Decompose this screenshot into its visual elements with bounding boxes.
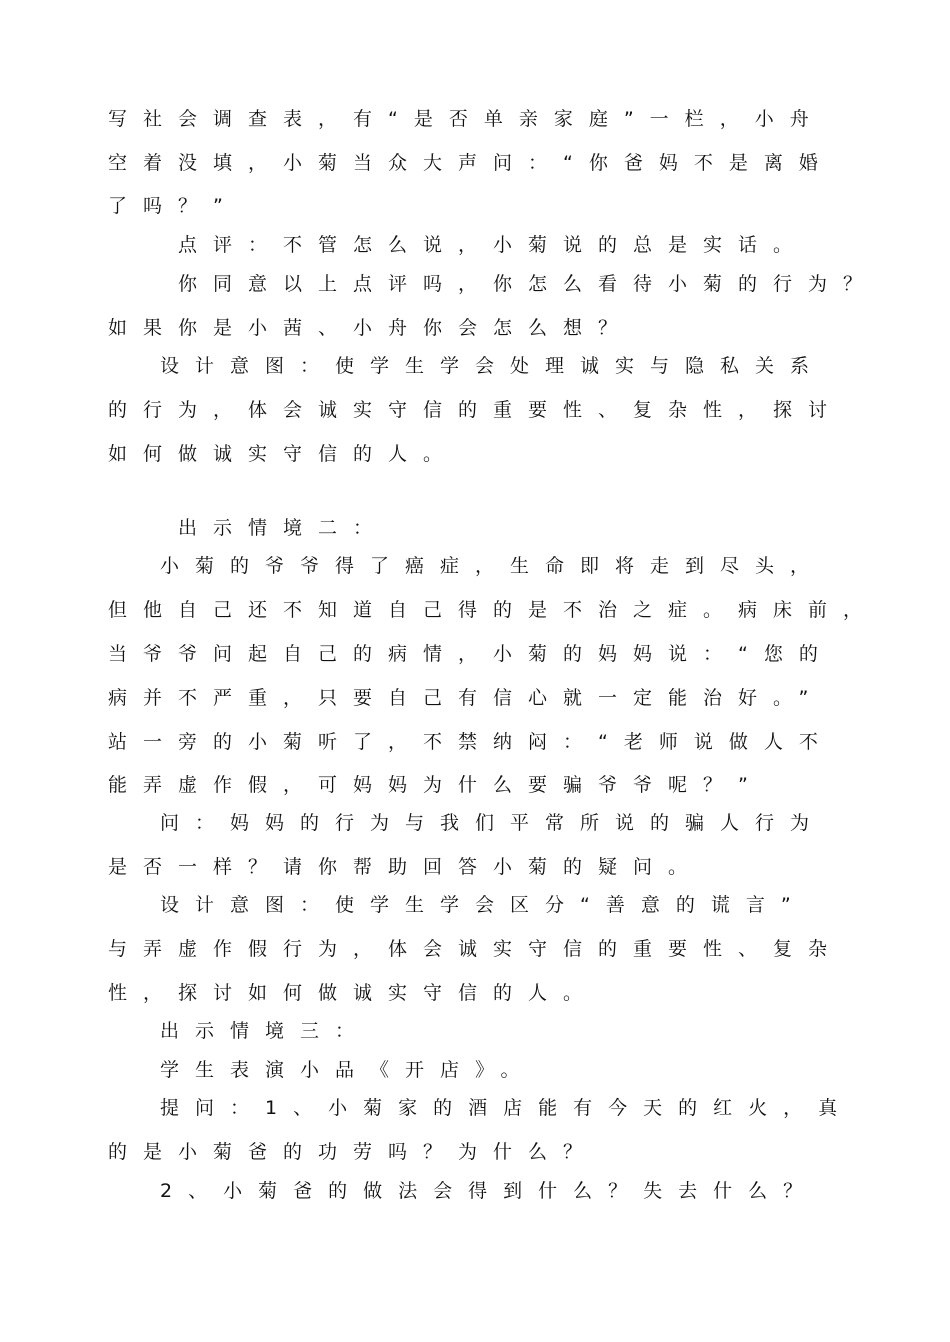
text-line: 点评：不管怎么说，小菊说的总是实话。 <box>178 234 809 256</box>
text-line: 写社会调查表，有“是否单亲家庭”一栏，小舟 <box>108 108 825 130</box>
text-line: 的是小菊爸的功劳吗？为什么？ <box>108 1141 599 1163</box>
section-heading: 出示情境三： <box>160 1020 371 1042</box>
text-line: 站一旁的小菊听了，不禁纳闷：“老师说做人不 <box>108 731 834 753</box>
text-line: 设计意图：使学生学会区分“善意的谎言” <box>160 894 807 916</box>
text-line: 如果你是小茜、小舟你会怎么想？ <box>108 317 634 339</box>
text-line: 的行为，体会诚实守信的重要性、复杂性，探讨 <box>108 399 844 421</box>
text-line: 2、小菊爸的做法会得到什么？失去什么？ <box>160 1180 819 1202</box>
text-line: 提问：1、小菊家的酒店能有今天的红火，真 <box>160 1097 854 1119</box>
text-line: 设计意图：使学生学会处理诚实与隐私关系 <box>160 355 826 377</box>
text-line: 学生表演小品《开店》。 <box>160 1059 536 1081</box>
text-line: 能弄虚作假，可妈妈为什么要骗爷爷呢？” <box>108 774 764 796</box>
text-line: 如何做诚实守信的人。 <box>108 443 459 465</box>
text-line: 问：妈妈的行为与我们平常所说的骗人行为 <box>160 812 826 834</box>
text-line: 空着没填，小菊当众大声问：“你爸妈不是离婚 <box>108 152 834 174</box>
text-line: 你同意以上点评吗，你怎么看待小菊的行为？ <box>178 273 879 295</box>
section-heading: 出示情境二： <box>178 517 389 539</box>
text-line: 病并不严重，只要自己有信心就一定能治好。” <box>108 687 825 709</box>
text-line: 了吗？” <box>108 195 239 217</box>
text-line: 小菊的爷爷得了癌症，生命即将走到尽头， <box>160 555 826 577</box>
text-line: 但他自己还不知道自己得的是不治之症。病床前， <box>108 599 879 621</box>
text-line: 性，探讨如何做诚实守信的人。 <box>108 982 599 1004</box>
text-line: 当爷爷问起自己的病情，小菊的妈妈说：“您的 <box>108 643 834 665</box>
text-line: 是否一样？请你帮助回答小菊的疑问。 <box>108 856 704 878</box>
text-line: 与弄虚作假行为，体会诚实守信的重要性、复杂 <box>108 938 844 960</box>
